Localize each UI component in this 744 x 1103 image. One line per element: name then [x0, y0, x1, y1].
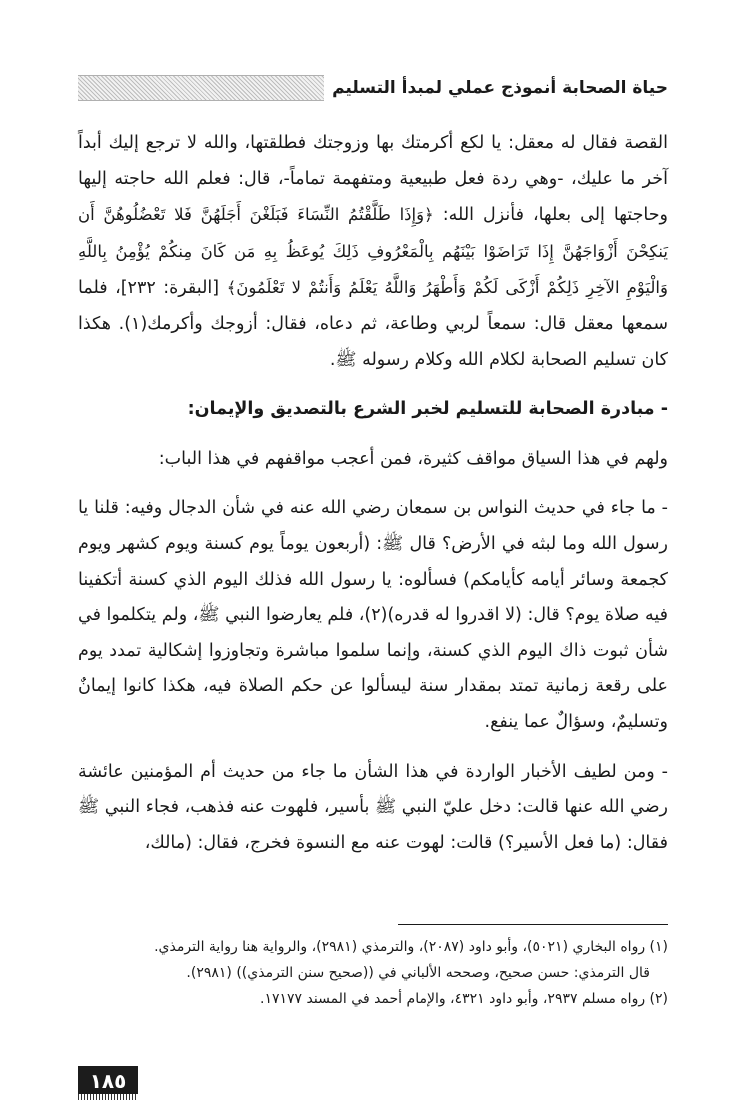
- verse-reference: [البقرة: ٢٣٢]: [120, 278, 220, 299]
- footnote-1: (١) رواه البخاري (٥٠٢١)، وأبو داود (٢٠٨٧)، والترمذي (٢٩٨١)، والرواية هنا رواية الترمذي.: [154, 939, 668, 955]
- section-heading: - مبادرة الصحابة للتسليم لخبر الشرع بالتصديق والإيمان:: [187, 399, 668, 420]
- footnote-2: (٢) رواه مسلم ٢٩٣٧، وأبو داود ٤٣٢١، والإمام أحمد في المسند ١٧١٧٧.: [260, 991, 668, 1007]
- footnote-1-continuation: قال الترمذي: حسن صحيح، وصححه الألباني في ((صحيح سنن الترمذي)) (٢٩٨١).: [186, 965, 650, 981]
- paragraph-story: [78, 126, 668, 378]
- story-conclusion: ، فلما سمعها معقل قال: سمعاً لربي وطاعة، ثم دعاه، فقال: أزوجك وأكرمك(١). هكذا كان تسليم الصحابة لكلام الله وكلام رسوله ﷺ.: [78, 278, 668, 370]
- footnotes: [78, 934, 668, 1012]
- body-text: [78, 126, 668, 875]
- paragraph-nawwas-hadith: - ما جاء في حديث النواس بن سمعان رضي الله عنه في شأن الدجال وفيه: قلنا يا رسول الله وما لبثه في الأرض؟ قال ﷺ: (أربعون يوماً يوم كسنة ويوم كشهر ويوم كجمعة وسائر أيامه كأيامكم) فسألوه: يا رسول الله فذلك اليوم الذي كسنة أتكفينا فيه صلاة يوم؟ قال: (لا اقدروا له قدره)(٢)، فلم يعارضوا النبي ﷺ، ولم يتكلموا في شأن ثبوت ذاك اليوم الذي كسنة، وإنما سلموا مباشرة وتجاوزوا إشكالية تمدد يوم على رقعة زمانية تمتد بمقدار سنة ليسألوا عن حكم الصلاة فيه، هكذا كانوا إيمانٌ وتسليمٌ، وسؤالٌ عما ينفع.: [78, 498, 668, 732]
- paragraph-aisha-hadith: - ومن لطيف الأخبار الواردة في هذا الشأن ما جاء من حديث أم المؤمنين عائشة رضي الله عنها قالت: دخل عليّ النبي ﷺ بأسير، فلهوت عنه فذهب، فجاء النبي ﷺ فقال: (ما فعل الأسير؟) قالت: لهوت عنه مع النسوة فخرج، فقال: (مالك،: [78, 761, 668, 853]
- page-number: ١٨٥: [78, 1066, 138, 1096]
- paragraph-intro: ولهم في هذا السياق مواقف كثيرة، فمن أعجب مواقفهم في هذا الباب:: [158, 448, 668, 469]
- footnote-separator: [398, 924, 668, 925]
- story-text: القصة فقال له معقل: يا لكع أكرمتك بها وزوجتك فطلقتها، والله لا ترجع إليك أبداً آخر ما عليك، -وهي ردة فعل طبيعية ومتفهمة تماماً-، قال: فعلم الله حاجته إليها وحاجتها إلى بعلها، فأنزل الله:: [78, 133, 668, 226]
- running-header: [78, 72, 668, 104]
- quran-verse: ﴿وَإِذَا طَلَّقْتُمُ النِّسَاءَ فَبَلَغْنَ أَجَلَهُنَّ فَلا تَعْضُلُوهُنَّ أَن يَنكِحْنَ أَزْوَاجَهُنَّ إِذَا تَرَاضَوْا بَيْنَهُم بِالْمَعْرُوفِ ذَلِكَ يُوعَظُ بِهِ مَن كَانَ مِنكُمْ يُؤْمِنُ بِاللَّهِ وَالْيَوْمِ الآخِرِ ذَلِكُمْ أَزْكَى لَكُمْ وَأَطْهَرُ وَاللَّهُ يَعْلَمُ وَأَنتُمْ لا تَعْلَمُونَ﴾: [78, 205, 668, 298]
- running-title: حياة الصحابة أنموذج عملي لمبدأ التسليم: [332, 78, 668, 98]
- header-decorative-band: [78, 75, 324, 101]
- page-number-decorative-band: [78, 1094, 138, 1100]
